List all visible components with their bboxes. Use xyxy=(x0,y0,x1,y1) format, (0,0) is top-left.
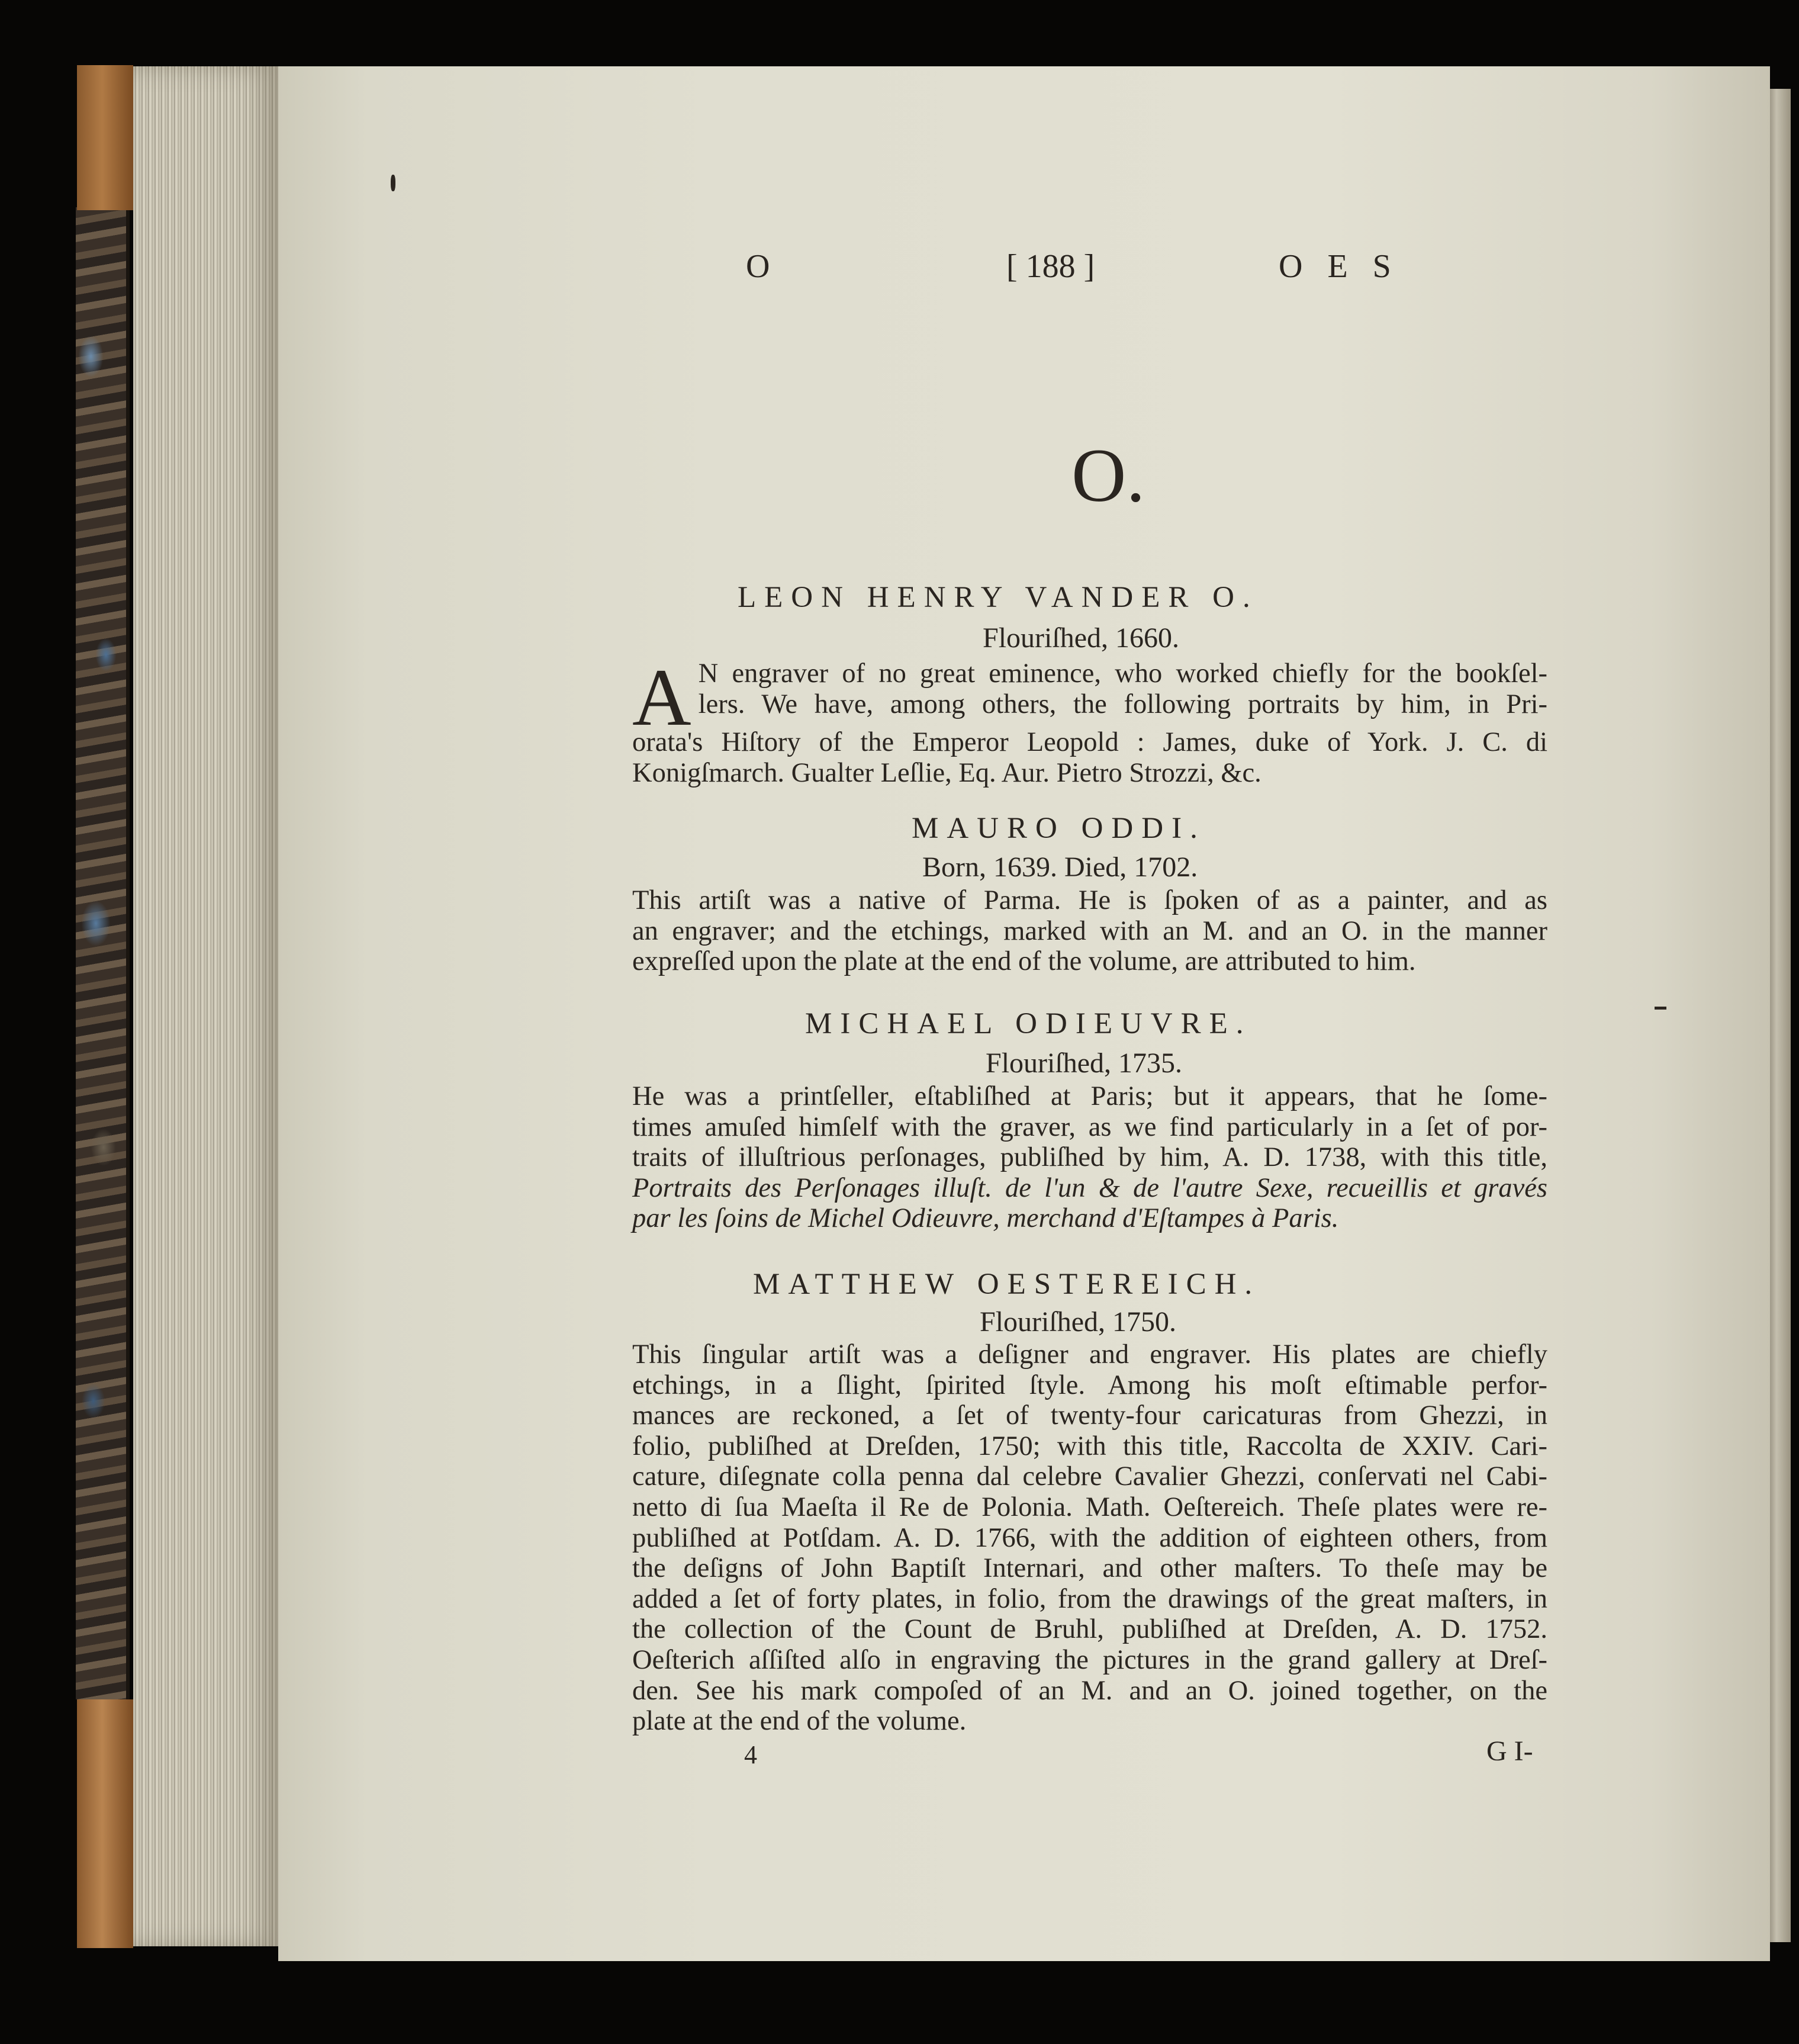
text-line: mances are reckoned, a ſet of twenty-four caricaturas from Ghezzi, in xyxy=(632,1400,1547,1431)
text-line: plate at the end of the volume. xyxy=(632,1706,967,1737)
catchword: G I- xyxy=(1486,1736,1533,1767)
text-line: Portraits des Perſonages illuſt. de l'un & de l'autre Sexe, recueillis et gravés xyxy=(632,1172,1547,1203)
text-line: This artiſt was a native of Parma. He is ſpoken of as a painter, and as xyxy=(632,885,1547,915)
entry-date: Flouriſhed, 1750. xyxy=(980,1306,1176,1338)
leather-binding-top xyxy=(77,65,133,210)
text-line: He was a printſeller, eſtabliſhed at Paris; but it appears, that he ſome- xyxy=(632,1081,1547,1111)
header-right-letters: O E S xyxy=(1279,248,1399,285)
page-number: [ 188 ] xyxy=(1006,248,1095,285)
ink-mark xyxy=(391,175,395,191)
header-left-letter: O xyxy=(746,248,770,285)
text-line: Oeſterich aſſiſted alſo in engraving the pictures in the grand gallery at Dreſ- xyxy=(632,1644,1547,1675)
drop-cap: A xyxy=(632,652,691,743)
marbled-endpaper xyxy=(76,207,130,1699)
entry-name: MAURO ODDI. xyxy=(912,812,1206,845)
entry-text xyxy=(632,885,1547,977)
text-line: added a ſet of forty plates, in folio, from the drawings of the great maſters, in xyxy=(632,1583,1547,1614)
text-line: times amuſed himſelf with the graver, as we find particularly in a ſet of por- xyxy=(632,1111,1547,1142)
text-line: the deſigns of John Baptiſt Internari, and other maſters. To theſe may be xyxy=(632,1553,1547,1584)
text-line: This ſingular artiſt was a deſigner and engraver. His plates are chiefly xyxy=(632,1339,1547,1370)
entry-text xyxy=(632,652,1547,788)
text-line: folio, publiſhed at Dreſden, 1750; with this title, Raccolta de XXIV. Cari- xyxy=(632,1431,1547,1461)
section-letter: O. xyxy=(1071,433,1145,518)
text-line: the collection of the Count de Bruhl, publiſhed at Dreſden, A. D. 1752. xyxy=(632,1614,1547,1645)
entry-text xyxy=(632,1339,1547,1737)
entry-date: Flouriſhed, 1735. xyxy=(986,1047,1182,1079)
text-line: Konigſmarch. Gualter Leſlie, Eq. Aur. Pietro Strozzi, &c. xyxy=(632,757,1261,788)
text-line: netto di ſua Maeſta il Re de Polonia. Math. Oeſtereich. Theſe plates were re- xyxy=(632,1492,1547,1522)
page-edges xyxy=(133,66,281,1946)
entry-name: MATTHEW OESTEREICH. xyxy=(753,1268,1261,1301)
text-line: N engraver of no great eminence, who worked chiefly for the bookſel- xyxy=(698,658,1547,689)
text-line: publiſhed at Potſdam. A. D. 1766, with the addition of eighteen others, from xyxy=(632,1522,1547,1553)
entry-name: MICHAEL ODIEUVRE. xyxy=(805,1007,1252,1040)
text-line: orata's Hiſtory of the Emperor Leopold : James, duke of York. J. C. di xyxy=(632,727,1547,757)
leather-binding-bottom xyxy=(77,1699,133,1948)
text-line: etchings, in a ſlight, ſpirited ſtyle. Among his moſt eſtimable perfor- xyxy=(632,1370,1547,1400)
entry-text xyxy=(632,1081,1547,1234)
entry-date: Flouriſhed, 1660. xyxy=(983,622,1179,654)
text-line: cature, diſegnate colla penna dal celebre Cavalier Ghezzi, conſervati nel Cabi- xyxy=(632,1461,1547,1492)
text-line: den. See his mark compoſed of an M. and an O. joined together, on the xyxy=(632,1675,1547,1706)
facing-page-edge xyxy=(1767,89,1791,1942)
text-line: expreſſed upon the plate at the end of the volume, are attributed to him. xyxy=(632,946,1416,977)
running-header xyxy=(746,248,1421,283)
text-line: par les ſoins de Michel Odieuvre, merchand d'Eſtampes à Paris. xyxy=(632,1203,1339,1234)
text-line: traits of illuſtrious perſonages, publiſhed by him, A. D. 1738, with this title, xyxy=(632,1142,1547,1173)
text-line: lers. We have, among others, the following portraits by him, in Pri- xyxy=(698,689,1547,719)
signature-mark: 4 xyxy=(744,1740,757,1769)
entry-date: Born, 1639. Died, 1702. xyxy=(922,851,1198,883)
text-line: an engraver; and the etchings, marked with an M. and an O. in the manner xyxy=(632,915,1547,946)
entry-name: LEON HENRY VANDER O. xyxy=(738,581,1259,614)
ink-dash xyxy=(1655,1007,1666,1010)
